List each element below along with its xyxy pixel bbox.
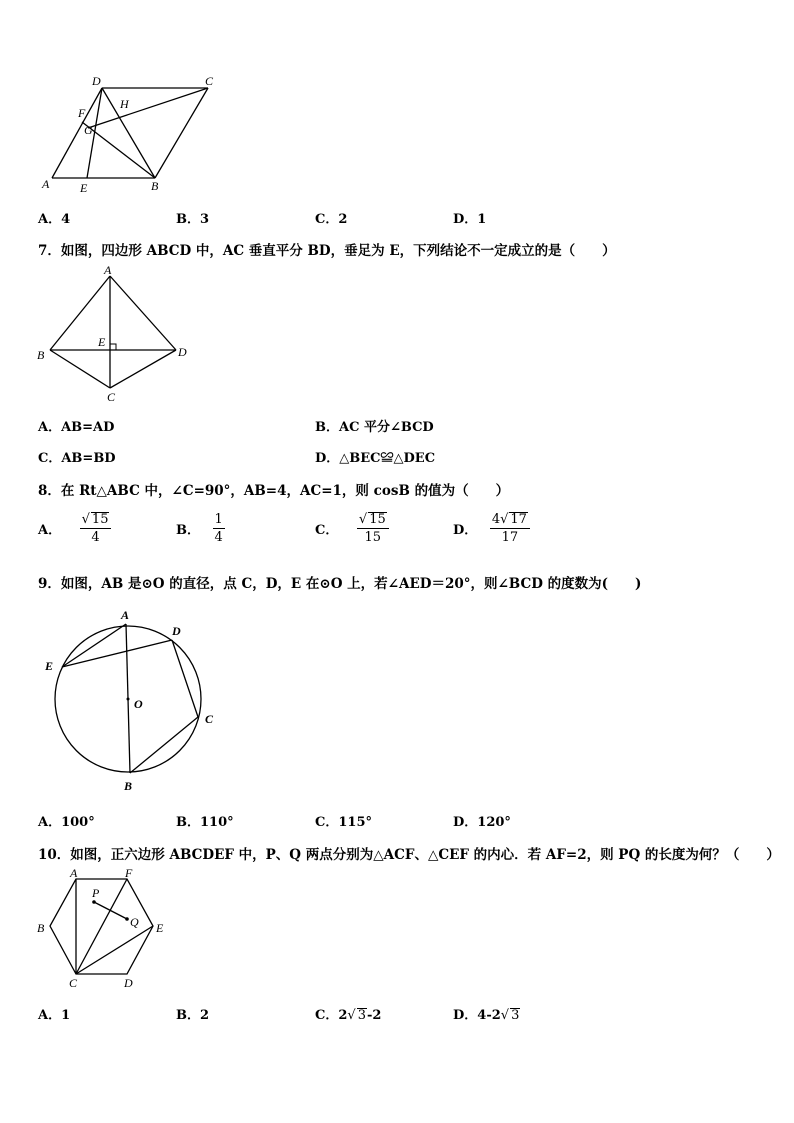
- q8-option-a-denominator: 4: [91, 530, 100, 545]
- q10-point-q: [125, 917, 129, 921]
- q7-label-c: C: [107, 390, 116, 404]
- q6-label-g: G: [84, 123, 93, 137]
- q9-label-c: C: [205, 712, 214, 726]
- radical-sign-icon: √: [81, 512, 90, 527]
- q10-option-d[interactable]: [453, 1004, 520, 1023]
- q7-stem: 7．如图，四边形 ABCD 中，AC 垂直平分 BD，垂足为 E，下列结论不一定成立的是（ ）: [38, 243, 616, 259]
- q9-label-o: O: [134, 697, 143, 711]
- q6-option-a[interactable]: A．4: [38, 212, 71, 227]
- q6-label-c: C: [205, 74, 214, 88]
- q6-label-e: E: [80, 181, 88, 195]
- radical-sign-icon: √: [500, 1008, 510, 1023]
- q10-stem: 10．如图，正六边形 ABCDEF 中，P、Q 两点分别为△ACF、△CEF 的内心．若 AF=2，则 PQ 的长度为何？（ ）: [38, 847, 780, 863]
- q10-line-pq: [94, 902, 127, 919]
- q10-option-d-radicand: 3: [511, 1008, 520, 1023]
- q10-point-p: [92, 900, 96, 904]
- q7-option-a[interactable]: A．AB=AD: [38, 420, 115, 435]
- q8-option-c[interactable]: [315, 512, 389, 545]
- radical-sign-icon: √: [347, 1008, 356, 1023]
- q8-option-b[interactable]: [176, 512, 225, 545]
- q8-option-d-denominator: 17: [501, 530, 519, 545]
- q9-option-c[interactable]: C．115°: [315, 815, 372, 830]
- q8-option-d-letter: D．: [453, 523, 478, 538]
- q7-option-b[interactable]: B．AC 平分∠BCD: [315, 420, 434, 435]
- q6-label-h: H: [120, 97, 129, 111]
- q7-label-a: A: [104, 263, 112, 277]
- q10-option-b[interactable]: B．2: [176, 1008, 210, 1023]
- q9-chord-cb: [130, 717, 198, 773]
- q6-label-b: B: [151, 179, 159, 193]
- q10-label-f: F: [125, 866, 133, 880]
- q6-side-bc: [155, 88, 208, 178]
- q6-label-f: F: [78, 106, 86, 120]
- radical-sign-icon: √: [358, 512, 368, 527]
- q6-label-a: A: [42, 177, 50, 191]
- q10-label-p: P: [92, 886, 100, 900]
- q9-label-d: D: [172, 624, 181, 638]
- q10-label-e: E: [156, 921, 164, 935]
- q10-option-c-post: -2: [366, 1008, 382, 1023]
- q7-option-c[interactable]: C．AB=BD: [38, 451, 116, 466]
- q7-side-ad: [110, 276, 176, 350]
- q7-option-d[interactable]: D．△BEC≌△DEC: [315, 451, 436, 466]
- q9-label-a: A: [121, 608, 130, 622]
- q7-label-b: B: [37, 348, 45, 362]
- q6-option-d[interactable]: D．1: [453, 212, 487, 227]
- q8-option-c-letter: C．: [315, 523, 339, 538]
- q10-label-d: D: [124, 976, 133, 990]
- q10-label-c: C: [69, 976, 78, 990]
- q10-label-q: Q: [130, 915, 139, 929]
- q9-stem: 9．如图，AB 是⊙O 的直径，点 C，D，E 在⊙O 上，若∠AED＝20°，则∠BCD 的度数为( ): [38, 576, 642, 592]
- q8-stem: 8．在 Rt△ABC 中，∠C=90°，AB=4，AC=1，则 cosB 的值为（ ）: [38, 483, 510, 499]
- q6-option-c[interactable]: C．2: [315, 212, 348, 227]
- q8-option-a-fraction: [80, 512, 112, 545]
- q8-option-c-numerator: 15: [369, 512, 386, 527]
- q8-option-a[interactable]: [38, 512, 111, 545]
- q6-label-d: D: [92, 74, 101, 88]
- q8-option-b-numerator: 1: [214, 512, 223, 527]
- q8-option-d-fraction: [490, 512, 530, 545]
- q9-chord-dc: [172, 640, 198, 717]
- q10-option-c-pre: C．2: [315, 1008, 348, 1023]
- q9-chord-ed: [62, 640, 172, 667]
- q7-label-e: E: [98, 335, 106, 349]
- q9-label-e: E: [45, 659, 54, 673]
- q10-option-d-pre: D．4-2: [453, 1008, 501, 1023]
- radical-sign-icon: √: [500, 512, 509, 527]
- q6-figure: [30, 70, 230, 200]
- q8-option-a-letter: A．: [38, 523, 62, 538]
- q7-side-dc: [110, 350, 176, 388]
- q7-label-d: D: [178, 345, 187, 359]
- q10-option-c[interactable]: [315, 1004, 381, 1023]
- q8-option-a-numerator: 15: [91, 512, 109, 527]
- q9-option-b[interactable]: B．110°: [176, 815, 234, 830]
- q8-option-b-fraction: [213, 512, 225, 545]
- q8-option-b-letter: B．: [176, 523, 200, 538]
- q6-option-b[interactable]: B．3: [176, 212, 210, 227]
- q7-right-angle-mark: [110, 344, 116, 350]
- q7-figure: [30, 262, 200, 407]
- q10-line-ce: [76, 926, 153, 974]
- q9-label-b: B: [124, 779, 133, 793]
- q9-center-point: [127, 698, 130, 701]
- q9-chord-ea: [62, 624, 126, 667]
- q8-option-b-denominator: 4: [214, 530, 223, 545]
- q9-option-a[interactable]: A．100°: [38, 815, 95, 830]
- q10-figure: [32, 866, 182, 990]
- q10-line-cf: [76, 879, 127, 974]
- q8-option-c-fraction: [357, 512, 389, 545]
- q9-figure: [38, 600, 228, 800]
- q8-option-d-coef: 4: [491, 512, 501, 527]
- q9-option-d[interactable]: D．120°: [453, 815, 511, 830]
- q10-option-a[interactable]: A．1: [38, 1008, 71, 1023]
- q8-option-c-denominator: 15: [364, 530, 382, 545]
- q6-line-fb: [82, 122, 155, 178]
- q10-option-c-radicand: 3: [357, 1008, 366, 1023]
- q10-label-a: A: [70, 866, 78, 880]
- q7-side-bc: [50, 350, 110, 388]
- q8-option-d-numerator: 17: [510, 512, 527, 527]
- q8-option-d[interactable]: [453, 512, 530, 545]
- q10-label-b: B: [37, 921, 45, 935]
